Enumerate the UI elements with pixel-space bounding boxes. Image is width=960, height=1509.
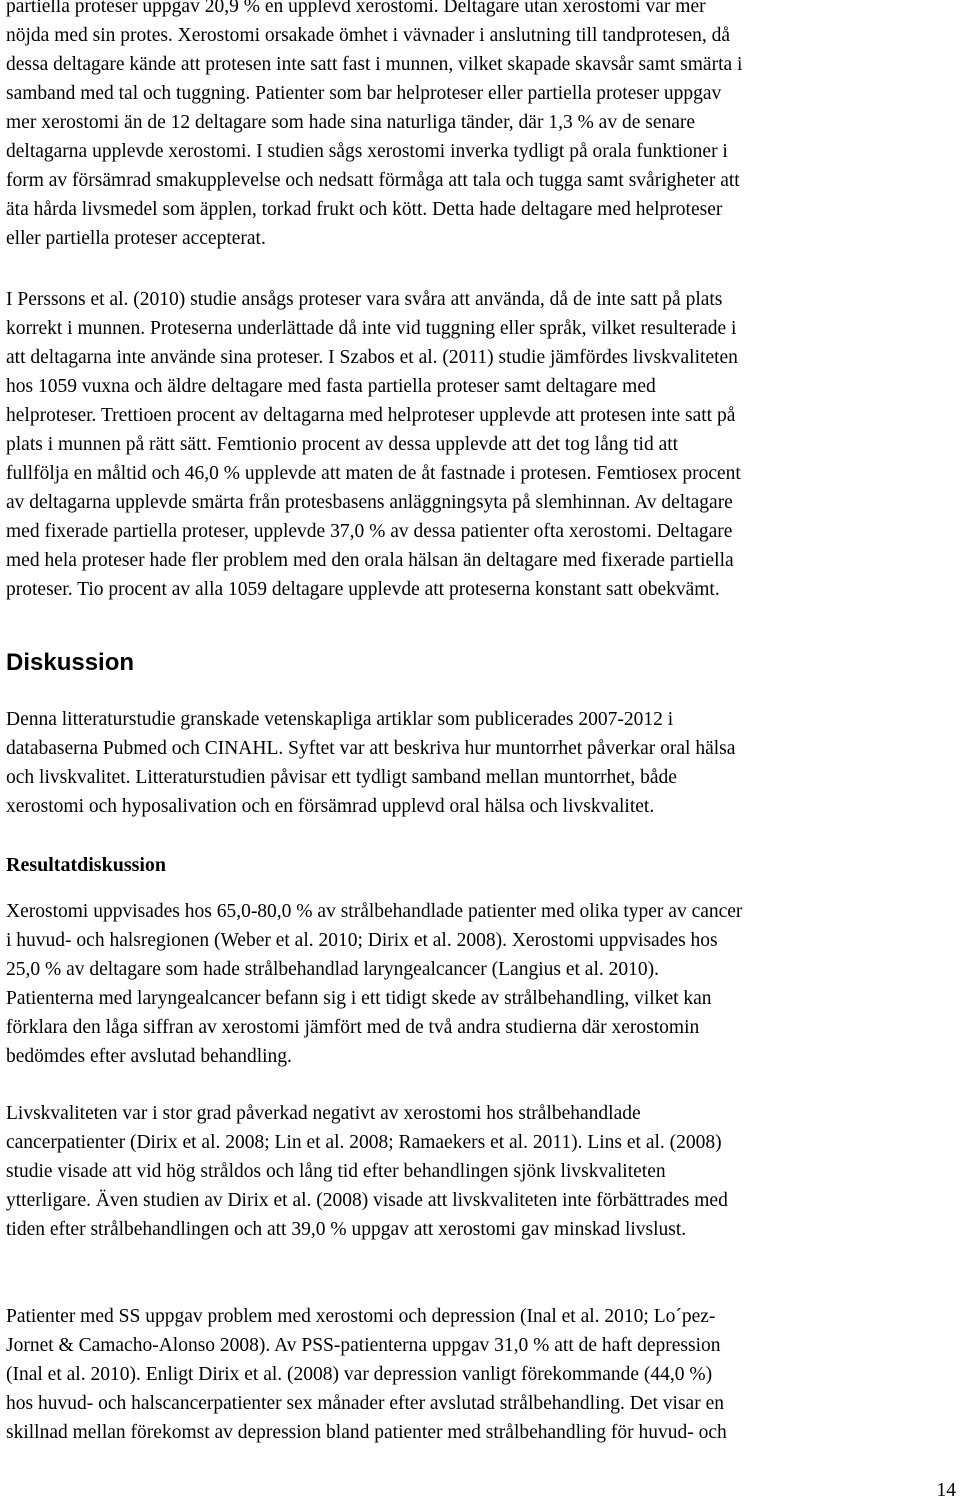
text-line: förklara den låga siffran av xerostomi jämfört med de två andra studierna där xerostomin <box>6 1017 700 1038</box>
paragraph-depression <box>6 1302 958 1447</box>
text-line: cancerpatienter (Dirix et al. 2008; Lin et al. 2008; Ramaekers et al. 2011). Lins et al. (2008) <box>6 1132 722 1153</box>
text-line: med fixerade partiella proteser, upplevde 37,0 % av dessa patienter ofta xerostomi. Deltagare <box>6 521 733 542</box>
text-line: helproteser. Trettioen procent av deltagarna med helproteser upplevde att protesen inte satt på <box>6 405 736 426</box>
text-line: eller partiella proteser accepterat. <box>6 228 266 249</box>
paragraph-livskvalitet <box>6 1099 958 1244</box>
text-line: tiden efter strålbehandlingen och att 39,0 % uppgav att xerostomi gav minskad livslust. <box>6 1219 687 1240</box>
text-line: deltagarna upplevde xerostomi. I studien sågs xerostomi inverka tydligt på orala funktioner i <box>6 141 728 162</box>
text-line: korrekt i munnen. Proteserna underlättade då inte vid tuggning eller språk, vilket resulterade i <box>6 318 737 339</box>
paragraph-persson <box>6 285 958 604</box>
text-line: hos 1059 vuxna och äldre deltagare med fasta partiella proteser samt deltagare med <box>6 376 656 397</box>
text-line: bedömdes efter avslutad behandling. <box>6 1046 292 1067</box>
text-line: ytterligare. Även studien av Dirix et al. (2008) visade att livskvaliteten inte förbättrades med <box>6 1190 728 1211</box>
text-line: 25,0 % av deltagare som hade strålbehandlad laryngealcancer (Langius et al. 2010). <box>6 959 659 980</box>
text-line: I Perssons et al. (2010) studie ansågs proteser vara svåra att använda, då de inte satt på plats <box>6 289 723 310</box>
paragraph-diskussion <box>6 705 958 821</box>
text-line: Patienterna med laryngealcancer befann sig i ett tidigt skede av strålbehandling, vilket kan <box>6 988 712 1009</box>
text-line: mer xerostomi än de 12 deltagare som hade sina naturliga tänder, där 1,3 % av de senare <box>6 112 696 133</box>
text-line: Patienter med SS uppgav problem med xerostomi och depression (Inal et al. 2010; Lo´pez- <box>6 1306 716 1327</box>
paragraph-xerostomi <box>6 897 958 1071</box>
text-line: samband med tal och tuggning. Patienter som bar helproteser eller partiella proteser uppgav <box>6 83 722 104</box>
text-line: nöjda med sin protes. Xerostomi orsakade ömhet i vävnader i anslutning till tandprotesen, då <box>6 25 731 46</box>
text-line: i huvud- och halsregionen (Weber et al. 2010; Dirix et al. 2008). Xerostomi uppvisades hos <box>6 930 718 951</box>
text-line: hos huvud- och halscancerpatienter sex månader efter avslutad strålbehandling. Det visar en <box>6 1393 724 1414</box>
section-heading-resultatdiskussion: Resultatdiskussion <box>6 854 167 876</box>
text-line: Jornet & Camacho-Alonso 2008). Av PSS-patienterna uppgav 31,0 % att de haft depression <box>6 1335 721 1356</box>
page-number: 14 <box>936 1480 956 1501</box>
text-line: dessa deltagare kände att protesen inte satt fast i munnen, vilket skapade skavsår samt smärta i <box>6 54 743 75</box>
text-line: form av försämrad smakupplevelse och nedsatt förmåga att tala och tugga samt svårigheter att <box>6 170 740 191</box>
text-line: att deltagarna inte använde sina proteser. I Szabos et al. (2011) studie jämfördes livskvaliteten <box>6 347 738 368</box>
text-line: (Inal et al. 2010). Enligt Dirix et al. (2008) var depression vanligt förekommande (44,0 %) <box>6 1364 713 1385</box>
text-line: Xerostomi uppvisades hos 65,0-80,0 % av strålbehandlade patienter med olika typer av cancer <box>6 901 743 922</box>
text-line: Denna litteraturstudie granskade vetenskapliga artiklar som publicerades 2007-2012 i <box>6 709 674 730</box>
section-heading-diskussion: Diskussion <box>6 649 135 676</box>
text-line: med hela proteser hade fler problem med den orala hälsan än deltagare med fixerade partiella <box>6 550 734 571</box>
paragraph-results <box>6 0 958 253</box>
text-line: plats i munnen på rätt sätt. Femtionio procent av dessa upplevde att det tog lång tid att <box>6 434 679 455</box>
text-line: Livskvaliteten var i stor grad påverkad negativt av xerostomi hos strålbehandlade <box>6 1103 641 1124</box>
text-line: xerostomi och hyposalivation och en försämrad upplevd oral hälsa och livskvalitet. <box>6 796 655 817</box>
text-line: och livskvalitet. Litteraturstudien påvisar ett tydligt samband mellan muntorrhet, både <box>6 767 677 788</box>
text-line: fullfölja en måltid och 46,0 % upplevde att maten de åt fastnade i protesen. Femtiosex procent <box>6 463 741 484</box>
text-line: proteser. Tio procent av alla 1059 deltagare upplevde att proteserna konstant satt obekvämt. <box>6 579 720 600</box>
text-line: skillnad mellan förekomst av depression bland patienter med strålbehandling för huvud- och <box>6 1422 727 1443</box>
text-line: av deltagarna upplevde smärta från protesbasens anläggningsyta på slemhinnan. Av deltagare <box>6 492 733 513</box>
text-line: studie visade att vid hög stråldos och lång tid efter behandlingen sjönk livskvaliteten <box>6 1161 666 1182</box>
text-line: äta hårda livsmedel som äpplen, torkad frukt och kött. Detta hade deltagare med helproteser <box>6 199 723 220</box>
text-line: partiella proteser uppgav 20,9 % en upplevd xerostomi. Deltagare utan xerostomi var mer <box>6 0 706 17</box>
text-line: databaserna Pubmed och CINAHL. Syftet var att beskriva hur muntorrhet påverkar oral hälsa <box>6 738 736 759</box>
